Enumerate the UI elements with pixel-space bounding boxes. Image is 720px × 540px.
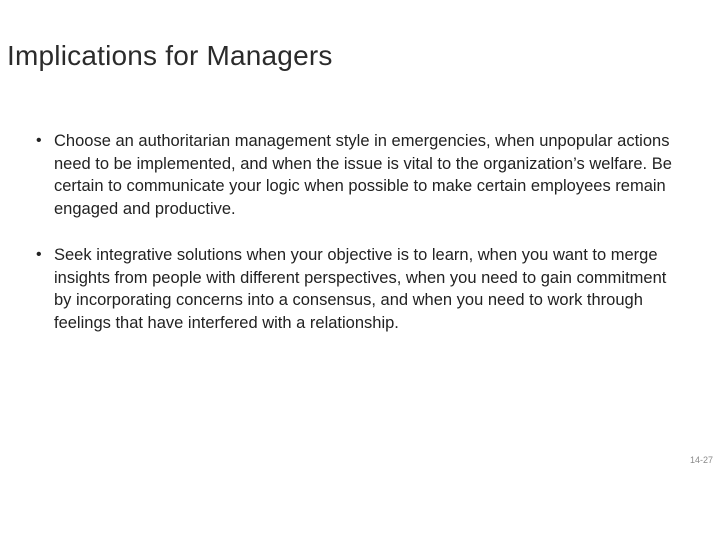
bullet-marker: • xyxy=(36,132,42,149)
slide-title: Implications for Managers xyxy=(7,40,333,71)
bullet-text: Seek integrative solutions when your objective is to learn, when you want to merge insights from people with different perspectives, when you need to gain commitment by incorporating concerns into a consensus, and when you need to work through feelings that have interfered with a relationship. xyxy=(54,246,667,332)
bullet-list xyxy=(36,130,676,358)
bullet-item-authoritarian xyxy=(36,130,676,220)
page-number: 14-27 xyxy=(690,455,714,465)
bullet-marker: • xyxy=(36,246,42,263)
bullet-item-integrative xyxy=(36,244,676,334)
bullet-text: Choose an authoritarian management style in emergencies, when unpopular actions need to be implemented, and when the issue is vital to the organization’s welfare. Be certain to communicate your logic when possible to make certain employees remain engaged and productive. xyxy=(54,132,672,218)
